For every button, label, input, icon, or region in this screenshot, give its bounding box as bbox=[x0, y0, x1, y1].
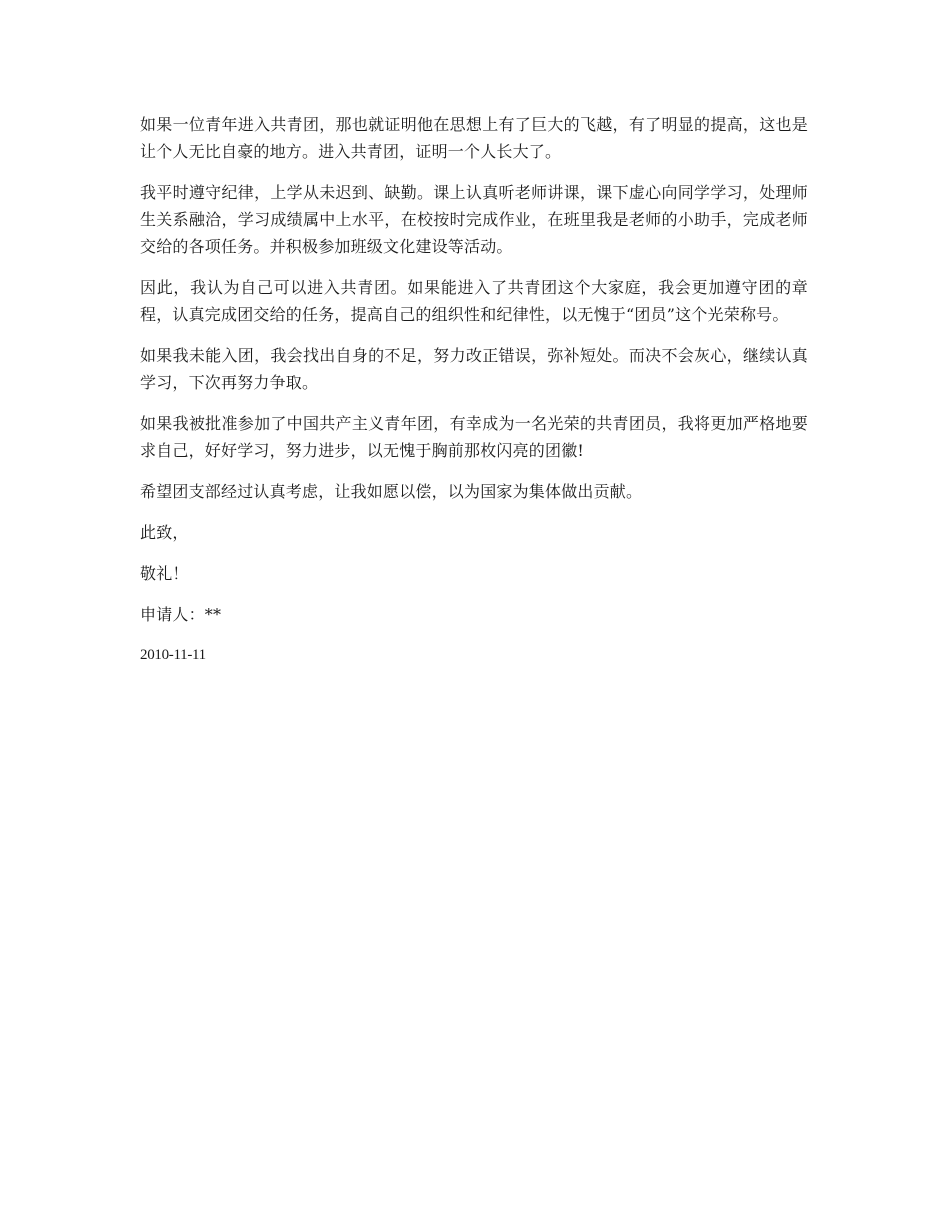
paragraph-5: 如果我被批准参加了中国共产主义青年团，有幸成为一名光荣的共青团员，我将更加严格地要求自己，好好学习，努力进步，以无愧于胸前那枚闪亮的团徽! bbox=[140, 414, 808, 460]
closing-line: 此致， bbox=[140, 523, 189, 542]
signature-line: 申请人：** bbox=[140, 605, 222, 624]
paragraph-6: 希望团支部经过认真考虑，让我如愿以偿，以为国家为集体做出贡献。 bbox=[140, 482, 643, 501]
salute-line: 敬礼！ bbox=[140, 564, 189, 583]
document-body bbox=[140, 111, 808, 669]
paragraph-3: 因此，我认为自己可以进入共青团。如果能进入了共青团这个大家庭，我会更加遵守团的章程，认真完成团交给的任务，提高自己的组织性和纪律性，以无愧于“团员”这个光荣称号。 bbox=[140, 278, 808, 324]
paragraph-2: 我平时遵守纪律，上学从未迟到、缺勤。课上认真听老师讲课，课下虚心向同学学习，处理师生关系融洽，学习成绩属中上水平，在校按时完成作业，在班里我是老师的小助手，完成老师交给的各项任务。并积极参加班级文化建设等活动。 bbox=[140, 183, 808, 256]
paragraph-4: 如果我未能入团，我会找出自身的不足，努力改正错误，弥补短处。而决不会灰心，继续认真学习，下次再努力争取。 bbox=[140, 346, 808, 392]
date-line: 2010-11-11 bbox=[140, 647, 206, 663]
paragraph-1: 如果一位青年进入共青团，那也就证明他在思想上有了巨大的飞越，有了明显的提高，这也是让个人无比自豪的地方。进入共青团，证明一个人长大了。 bbox=[140, 115, 808, 161]
